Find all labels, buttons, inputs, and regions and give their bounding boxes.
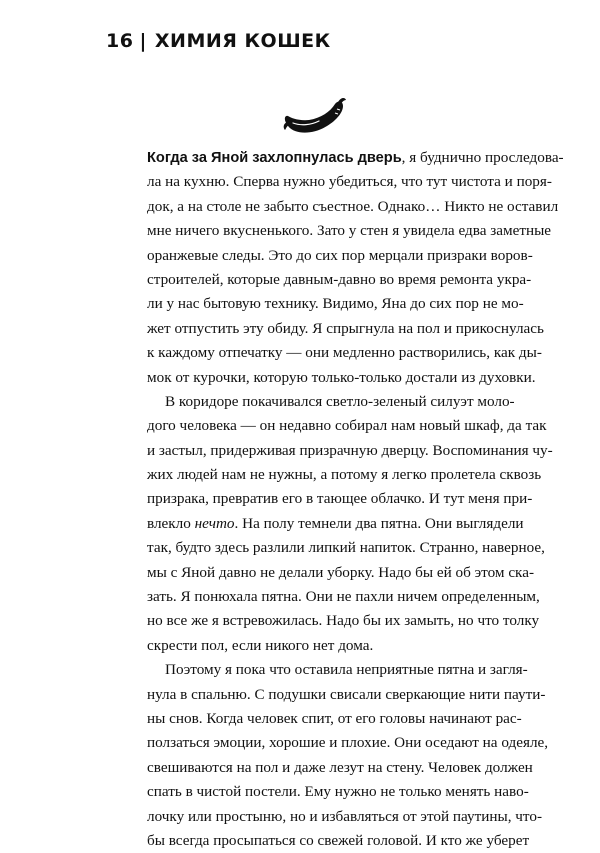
text-line: свешиваются на пол и даже лезут на стену. Человек должен [147,758,533,776]
text-line [147,146,564,170]
text-line: лочку или простыню, но и избавляться от этой паутины, что- [147,807,543,825]
text-line: ны снов. Когда человек спит, от его головы начинают рас- [147,709,522,727]
text-run: , я буднично проследова- [401,149,564,166]
italic-word: нечто [194,514,235,532]
page-number: 16 [106,30,134,52]
text-line: ползаться эмоции, хорошие и плохие. Они оседают на одеяле, [147,734,549,752]
text-line: мы с Яной давно не делали уборку. Надо бы ей об этом ска- [147,563,535,581]
text-line: и застыл, придерживая призрачную дверцу. Воспоминания чу- [147,441,553,459]
text-line: оранжевые следы. Это до сих пор мерцали призраки воров- [147,246,533,264]
text-line: бы всегда просыпаться со свежей головой. И кто же уберет [147,831,530,849]
text-run: . На полу темнели два пятна. Они выглядели [234,514,524,532]
lead-phrase: Когда за Яной захлопнулась дверь [147,150,402,166]
text-line: так, будто здесь разлили липкий напиток. Странно, наверное, [147,539,545,557]
text-line: зать. Я понюхала пятна. Они не пахли ничем определенным, [147,588,540,606]
text-line: скрести пол, если никого нет дома. [147,636,374,654]
text-line: нула в спальню. С подушки свисали сверкающие нити паути- [147,685,546,703]
sausage-ornament-icon [281,96,351,140]
running-header [106,30,331,52]
text-line: мок от курочки, которую только-только достали из духовки. [147,368,536,386]
text-line: призрака, превратив его в тающее облачко. И тут меня при- [147,490,533,508]
text-line: жет отпустить эту обиду. Я спрыгнула на пол и прикоснулась [147,319,544,337]
text-line: дого человека — он недавно собирал нам новый шкаф, да так [147,417,547,435]
text-line: мне ничего вкусненького. Зато у стен я увидела едва заметные [147,222,552,240]
text-line: жих людей нам не нужны, а потому я легко пролетела сквозь [147,466,542,484]
text-line: В коридоре покачивался светло-зеленый силуэт моло- [165,392,515,410]
text-line: строителей, которые давным-давно во время ремонта укра- [147,270,532,288]
text-line: ли у нас бытовую технику. Видимо, Яна до сих пор не мо- [147,295,524,313]
book-title: ХИМИЯ КОШЕК [154,30,331,52]
text-run: влекло [147,514,195,532]
body-text [147,146,564,853]
text-line: док, а на столе не забыто съестное. Однако… Никто не оставил [147,197,559,215]
sausage-body [285,102,343,133]
text-line: спать в чистой постели. Ему нужно не только менять наво- [147,783,529,801]
text-line: ла на кухню. Сперва нужно убедиться, что тут чистота и поря- [147,173,552,191]
text-line: но все же я встревожилась. Надо бы их замыть, но что толку [147,612,540,630]
text-line [147,512,524,536]
text-line: к каждому отпечатку — они медленно растворились, как ды- [147,344,542,362]
text-line: Поэтому я пока что оставила неприятные пятна и загля- [165,661,528,679]
header-separator: | [139,30,147,52]
